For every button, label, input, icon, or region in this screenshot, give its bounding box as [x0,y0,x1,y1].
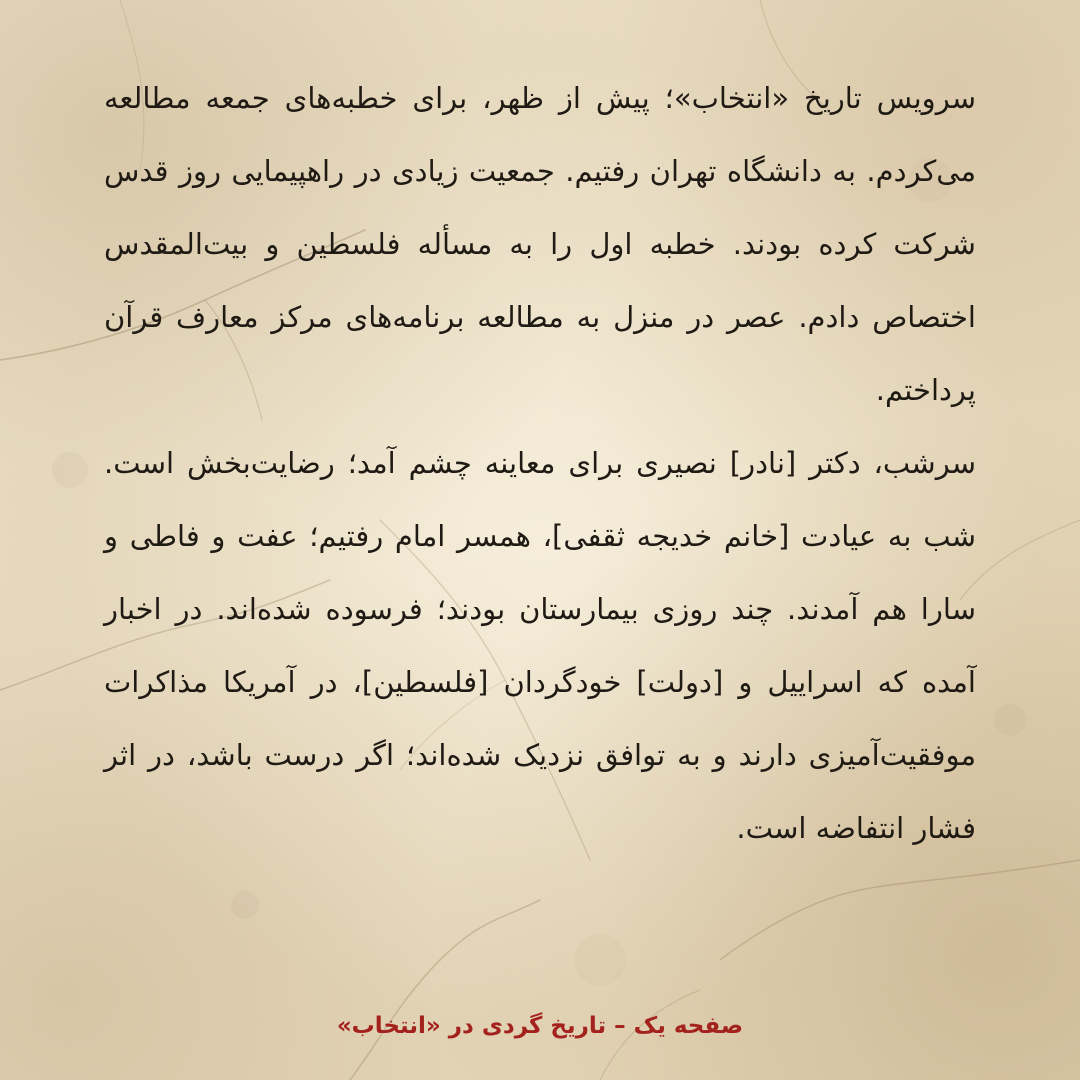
page-footer: صفحه یک – تاریخ گردی در «انتخاب» [336,1013,744,1039]
article-body [104,62,976,865]
paragraph-2: سرشب، دکتر [نادر] نصیری برای معاینه چشم آمد؛ رضایت‌بخش است. شب به عیادت [خانم خدیجه ثقفی]، همسر امام رفتیم؛ عفت و فاطی و سارا هم آمدند. چند روزی بیمارستان بودند؛ فرسوده شده‌اند. در اخبار آمده که اسراییل و [دولت] خودگردان [فلسطین]، در آمریکا مذاکرات موفقیت‌آمیزی دارند و به توافق نزدیک شده‌اند؛ اگر درست باشد، در اثر فشار انتفاضه است. [104,446,976,845]
paragraph-1: سرویس تاریخ «انتخاب»؛ پیش از ظهر، برای خطبه‌های جمعه مطالعه می‌کردم. به دانشگاه تهران رفتیم. جمعیت زیادی در راهپیمایی روز قدس شرکت کرده بودند. خطبه اول را به مسأله فلسطین و بیت‌المقدس اختصاص دادم. عصر در منزل به مطالعه برنامه‌های مرکز معارف قرآن پرداختم. [104,81,976,407]
